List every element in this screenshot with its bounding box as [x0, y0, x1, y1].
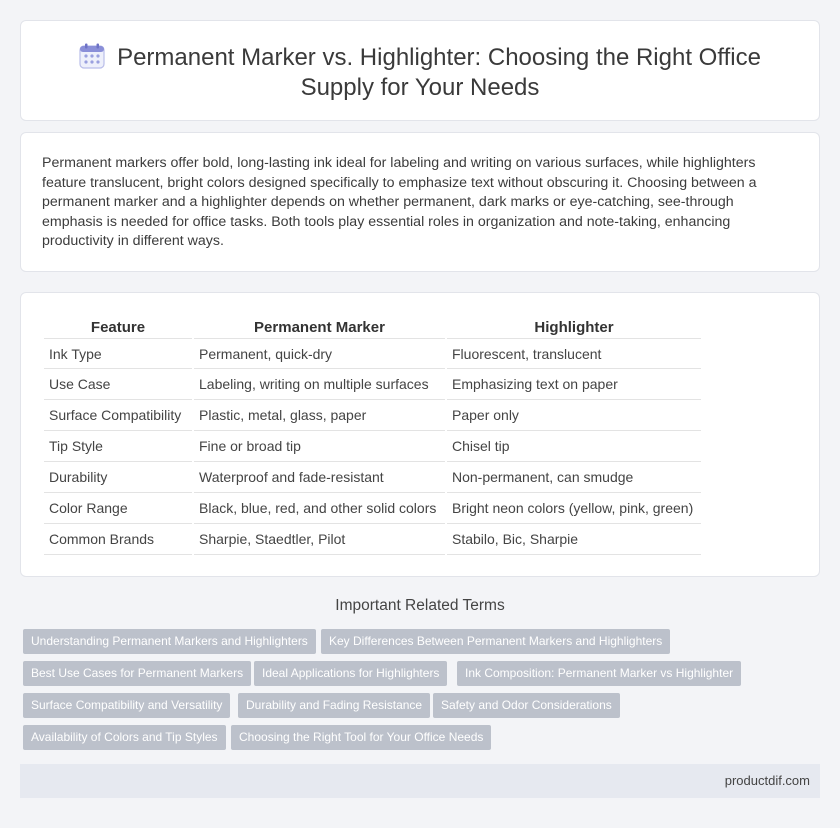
table-row: [44, 493, 701, 524]
comparison-table-card: [20, 292, 820, 577]
table-row: [44, 369, 701, 400]
table-cell: Non-permanent, can smudge: [447, 462, 701, 493]
related-term-tag[interactable]: Ink Composition: Permanent Marker vs Highlighter: [457, 661, 741, 686]
table-cell: Fluorescent, translucent: [447, 338, 701, 369]
table-cell: Plastic, metal, glass, paper: [194, 400, 445, 431]
page-title-text: Permanent Marker vs. Highlighter: Choosing the Right Office Supply for Your Needs: [117, 44, 761, 101]
related-term-tag[interactable]: Understanding Permanent Markers and Highlighters: [23, 629, 316, 654]
table-header-row: [44, 316, 701, 338]
table-cell: Chisel tip: [447, 431, 701, 462]
intro-card: [20, 132, 820, 272]
table-row: [44, 431, 701, 462]
table-cell: Waterproof and fade-resistant: [194, 462, 445, 493]
related-term-tag[interactable]: Surface Compatibility and Versatility: [23, 693, 230, 718]
intro-paragraph: Permanent markers offer bold, long-lasting ink ideal for labeling and writing on various surfaces, while highlighters feature translucent, bright colors designed specifically to emphasize text without obscuring it. Choosing between a permanent marker and a highlighter depends on whether permanent, dark marks or eye-catching, see-through emphasis is needed for office tasks. Both tools play essential roles in organization and note-taking, enhancing productivity in different ways.: [42, 155, 757, 249]
related-term-tag[interactable]: Key Differences Between Permanent Markers and Highlighters: [321, 629, 670, 654]
table-cell: Ink Type: [44, 338, 192, 369]
table-cell: Durability: [44, 462, 192, 493]
table-cell: Surface Compatibility: [44, 400, 192, 431]
table-cell: Fine or broad tip: [194, 431, 445, 462]
related-term-tag[interactable]: Choosing the Right Tool for Your Office Needs: [231, 725, 491, 750]
related-term-tag[interactable]: Best Use Cases for Permanent Markers: [23, 661, 251, 686]
table-cell: Bright neon colors (yellow, pink, green): [447, 493, 701, 524]
column-header-highlighter: Highlighter: [534, 318, 614, 336]
related-terms-heading: Important Related Terms: [335, 597, 505, 614]
related-term-tag[interactable]: Availability of Colors and Tip Styles: [23, 725, 226, 750]
comparison-table: [42, 316, 703, 555]
table-cell: Sharpie, Staedtler, Pilot: [194, 524, 445, 555]
title-card: [20, 20, 820, 121]
footer: [20, 764, 820, 798]
table-row: [44, 462, 701, 493]
column-header-permanent-marker: Permanent Marker: [254, 318, 385, 336]
table-cell: Color Range: [44, 493, 192, 524]
column-header-feature: Feature: [90, 318, 146, 336]
table-row: [44, 524, 701, 555]
table-cell: Common Brands: [44, 524, 192, 555]
table-cell: Emphasizing text on paper: [447, 369, 701, 400]
table-cell: Paper only: [447, 400, 701, 431]
table-cell: Use Case: [44, 369, 192, 400]
table-row: [44, 400, 701, 431]
calendar-icon: [79, 43, 105, 69]
related-term-tag[interactable]: Ideal Applications for Highlighters: [254, 661, 447, 686]
table-cell: Permanent, quick-dry: [194, 338, 445, 369]
table-cell: Black, blue, red, and other solid colors: [194, 493, 445, 524]
table-cell: Tip Style: [44, 431, 192, 462]
footer-site-link[interactable]: productdif.com: [724, 773, 810, 788]
table-cell: Labeling, writing on multiple surfaces: [194, 369, 445, 400]
related-term-tag[interactable]: Durability and Fading Resistance: [238, 693, 430, 718]
related-term-tag[interactable]: Safety and Odor Considerations: [433, 693, 620, 718]
table-row: [44, 338, 701, 369]
page-title: [21, 43, 819, 103]
table-cell: Stabilo, Bic, Sharpie: [447, 524, 701, 555]
